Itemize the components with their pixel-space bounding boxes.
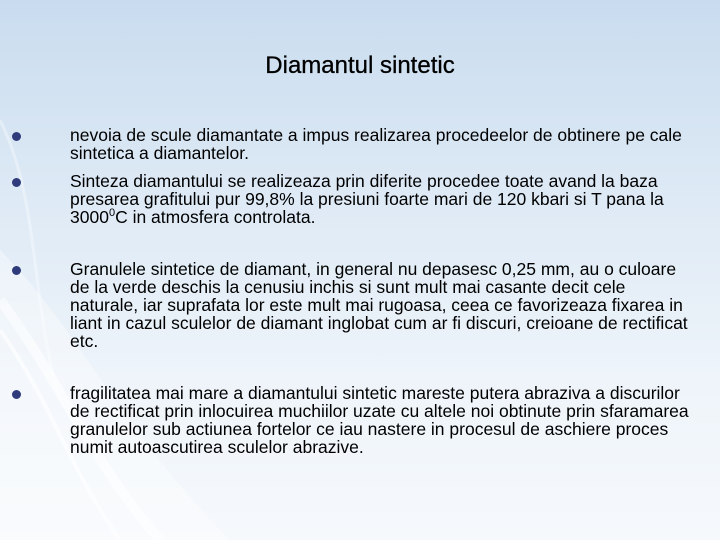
- bullet-dot-icon: [12, 178, 21, 187]
- bullet-dot-icon: [12, 132, 21, 141]
- degree-superscript: 0: [108, 207, 116, 219]
- bullet-text-part: Sinteza diamantului se realizeaza prin diferite procedee toate avand la baza presarea grafitului pur 99,8% la presiuni foarte mari de 120 kbari si T pana la 3000: [70, 171, 664, 227]
- bullet-dot-icon: [12, 266, 21, 275]
- slide-title: Diamantul sintetic: [265, 52, 455, 79]
- bullet-text-part: C in atmosfera controlata.: [115, 207, 316, 227]
- bullet-text: [70, 172, 690, 229]
- bullet-text: Granulele sintetice de diamant, in general nu depasesc 0,25 mm, au o culoare de la verde deschis la cenusiu inchis si sunt mult mai casante decit cele naturale, iar suprafata lor este mult mai rugoasa, ceea ce favorizeaza fixarea in liant in cazul sculelor de diamant inglobat cum ar fi discuri, creioane de rectificat etc.: [70, 259, 688, 351]
- bullet-text: nevoia de scule diamantate a impus realizarea procedeelor de obtinere pe cale sintetica a diamantelor.: [70, 125, 682, 163]
- bullet-text: fragilitatea mai mare a diamantului sintetic mareste putera abraziva a discurilor de rectificat prin inlocuirea muchiilor uzate cu altele noi obtinute prin sfaramarea granulelor sub actiunea fortelor ce iau nastere in procesul de aschiere proces numit autoascutirea sculelor abrazive.: [70, 383, 689, 457]
- bullet-dot-icon: [12, 390, 21, 399]
